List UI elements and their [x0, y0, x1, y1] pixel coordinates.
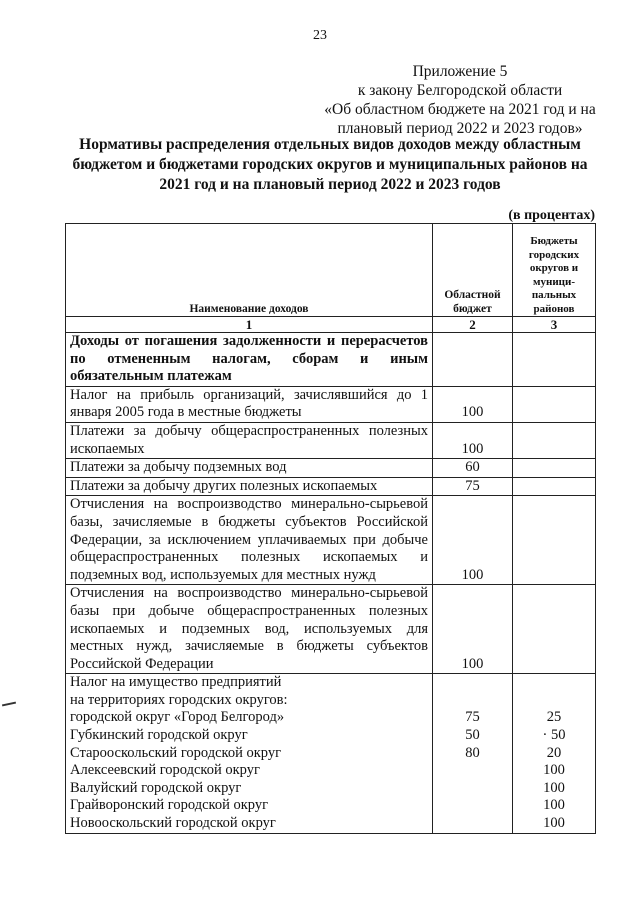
table-row	[66, 496, 596, 585]
local-share	[513, 585, 596, 674]
revenue-name: Платежи за добычу других полезных ископаемых	[66, 477, 433, 496]
table-row-property-tax	[66, 674, 596, 833]
property-tax-regional-shares	[433, 674, 513, 833]
revenue-distribution-table	[65, 223, 596, 834]
column-number: 2	[433, 317, 513, 333]
district-name: Алексеевский городской округ	[70, 762, 260, 779]
regional-share	[437, 780, 508, 798]
appendix-line: Приложение 5	[412, 63, 508, 80]
regional-share: 80	[465, 744, 480, 761]
table-row	[66, 333, 596, 387]
local-share: 100	[543, 797, 565, 814]
header-revenue-name: Наименование доходов	[66, 224, 433, 317]
local-share	[513, 386, 596, 422]
page-number: 23	[313, 28, 327, 43]
table-row	[66, 585, 596, 674]
table-row	[66, 422, 596, 458]
local-share: 100	[543, 779, 565, 796]
regional-share: 100	[433, 496, 513, 585]
regional-share: 100	[433, 386, 513, 422]
district-name: Валуйский городской округ	[70, 779, 242, 796]
local-share: · 50	[542, 727, 566, 744]
regional-share: 50	[465, 727, 480, 744]
revenue-name: Доходы от погашения задолженности и перерасчетов по отмененным налогам, сборам и иным обязательным платежам	[66, 333, 433, 387]
property-tax-names	[66, 674, 433, 833]
regional-share: 100	[433, 422, 513, 458]
regional-share	[433, 333, 513, 387]
column-number: 1	[66, 317, 433, 333]
local-share: 100	[543, 815, 565, 832]
district-name: Грайворонский городской округ	[70, 797, 269, 814]
property-tax-subheading: на территориях городских округов:	[70, 691, 288, 708]
local-share	[513, 477, 596, 496]
margin-pen-mark	[2, 702, 16, 707]
district-name: Новооскольский городской округ	[70, 815, 276, 832]
local-share	[513, 422, 596, 458]
district-name: городской округ «Город Белгород»	[70, 709, 285, 726]
regional-share: 75	[465, 709, 480, 726]
property-tax-heading: Налог на имущество предприятий	[70, 674, 282, 691]
revenue-name: Отчисления на воспроизводство минерально-сырьевой базы, зачисляемые в бюджеты субъектов Российской Федерации, за исключением уплачиваемых при добыче общераспространенных полезных ископаемых и подземных вод, используемых для местных нужд	[66, 496, 433, 585]
local-share: 20	[546, 744, 562, 761]
header-regional-budget: Областной бюджет	[433, 224, 513, 317]
regional-share: 100	[433, 585, 513, 674]
local-share	[513, 459, 596, 478]
header-local-budgets: Бюджеты городских округов и муници-пальных районов	[513, 224, 596, 317]
district-name: Старооскольский городской округ	[70, 744, 282, 761]
table-row	[66, 386, 596, 422]
revenue-name: Платежи за добычу подземных вод	[66, 459, 433, 478]
appendix-line: к закону Белгородской области	[357, 82, 563, 99]
local-share: 25	[546, 709, 562, 726]
document-title	[60, 135, 600, 195]
regional-share: 60	[433, 459, 513, 478]
title-line: 2021 год и на плановый период 2022 и 2023 годов	[159, 176, 501, 193]
regional-share	[437, 797, 508, 815]
regional-share	[437, 762, 508, 780]
regional-share: 75	[433, 477, 513, 496]
title-line: Нормативы распределения отдельных видов доходов между областным	[79, 136, 581, 153]
revenue-name: Платежи за добычу общераспространенных полезных ископаемых	[66, 422, 433, 458]
revenue-name: Налог на прибыль организаций, зачислявшийся до 1 января 2005 года в местные бюджеты	[66, 386, 433, 422]
local-share: 100	[543, 762, 565, 779]
local-share	[513, 496, 596, 585]
regional-share	[437, 815, 508, 833]
district-name: Губкинский городской округ	[70, 727, 248, 744]
revenue-name: Отчисления на воспроизводство минерально-сырьевой базы при добыче общераспространенных полезных ископаемых и подземных вод, используемых для местных нужд, зачисляемые в бюджеты субъектов Российской Федерации	[66, 585, 433, 674]
table-row	[66, 477, 596, 496]
table-row	[66, 459, 596, 478]
column-numbers-row	[66, 317, 596, 333]
table-header-row	[66, 224, 596, 317]
appendix-header	[300, 62, 620, 138]
appendix-line: «Об областном бюджете на 2021 год и на	[324, 101, 596, 118]
column-number: 3	[513, 317, 596, 333]
property-tax-local-shares	[513, 674, 596, 833]
local-share	[513, 333, 596, 387]
title-line: бюджетом и бюджетами городских округов и муниципальных районов на	[72, 156, 588, 173]
units-note: (в процентах)	[508, 208, 595, 223]
appendix-line: плановый период 2022 и 2023 годов»	[337, 120, 583, 137]
